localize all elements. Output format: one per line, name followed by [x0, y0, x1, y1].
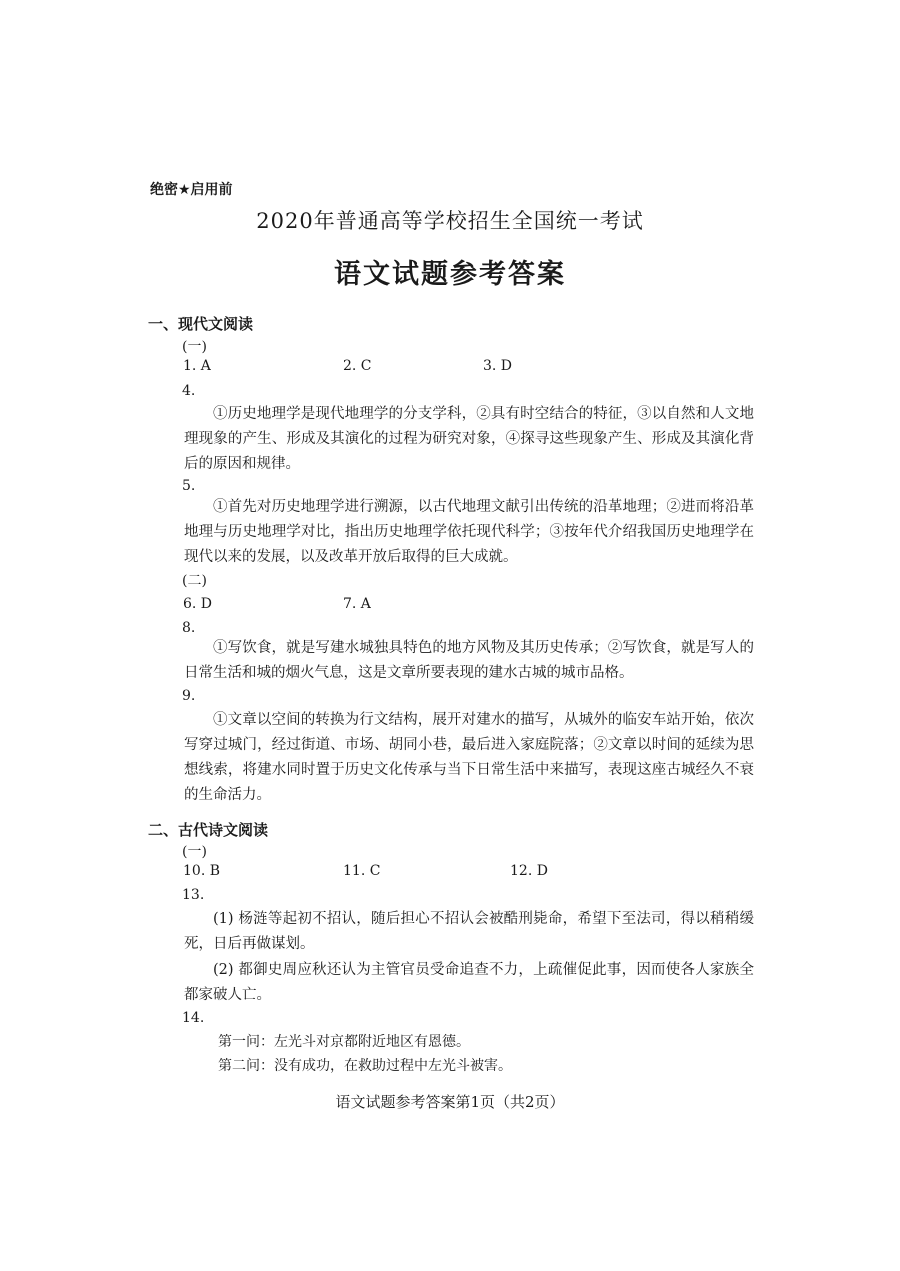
- answer-text: ①文章以空间的转换为行文结构，展开对建水的描写，从城外的临安车站开始，依次写穿过城门，经过街道、市场、胡同小巷，最后进入家庭院落；②文章以时间的延续为思想线索，将建水同时置于历史文化传承与当下日常生活中来描写，表现这座古城经久不衰的生命活力。: [184, 712, 754, 803]
- answer-item: 6. D: [183, 596, 213, 612]
- question-number: 8.: [182, 620, 196, 636]
- answer-item: 3. D: [483, 358, 513, 374]
- answer-paragraph: [184, 907, 754, 957]
- part-label: (一): [182, 339, 207, 355]
- question-number: 4.: [182, 383, 196, 399]
- question-number: 5.: [182, 478, 196, 494]
- part-label: (二): [182, 573, 207, 589]
- secret-mark: 绝密★启用前: [150, 182, 233, 198]
- answer-text: ①历史地理学是现代地理学的分支学科，②具有时空结合的特征，③以自然和人文地理现象的产生、形成及其演化的过程为研究对象，④探寻这些现象产生、形成及其演化背后的原因和规律。: [184, 406, 754, 472]
- answer-item: 7. A: [343, 596, 371, 612]
- answer-text: ①首先对历史地理学进行溯源，以古代地理文献引出传统的沿革地理；②进而将沿革地理与历史地理学对比，指出历史地理学依托现代科学；③按年代介绍我国历史地理学在现代以来的发展，以及改革开放后取得的巨大成就。: [184, 499, 754, 565]
- answer-item: 2. C: [343, 358, 372, 374]
- answer-paragraph: [184, 495, 754, 570]
- answer-text: (2) 都御史周应秋还认为主管官员受命追查不力，上疏催促此事，因而使各人家族全都家破人亡。: [184, 962, 754, 1003]
- part-label: (一): [182, 844, 207, 860]
- section-heading-classical-reading: 二、古代诗文阅读: [148, 821, 269, 839]
- section-heading-modern-reading: 一、现代文阅读: [148, 315, 254, 333]
- question-number: 14.: [182, 1010, 205, 1026]
- answer-item: 10. B: [183, 863, 221, 879]
- answer-paragraph: [184, 958, 754, 1008]
- answer-line: 第二问：没有成功，在救助过程中左光斗被害。: [218, 1058, 512, 1074]
- answer-text: (1) 杨涟等起初不招认，随后担心不招认会被酷刑毙命，希望下至法司，得以稍稍缓死，日后再做谋划。: [184, 911, 754, 952]
- answer-paragraph: [184, 708, 754, 808]
- answer-line: 第一问：左光斗对京都附近地区有恩德。: [218, 1034, 470, 1050]
- answer-item: 11. C: [343, 863, 381, 879]
- exam-title: 2020年普通高等学校招生全国统一考试: [256, 209, 644, 233]
- answer-text: ①写饮食，就是写建水城独具特色的地方风物及其历史传承；②写饮食，就是写人的日常生活和城的烟火气息，这是文章所要表现的建水古城的城市品格。: [184, 640, 754, 681]
- question-number: 9.: [182, 688, 196, 704]
- page-footer: 语文试题参考答案第1页（共2页）: [335, 1093, 565, 1111]
- answer-item: 12. D: [510, 863, 548, 879]
- document-subtitle: 语文试题参考答案: [334, 259, 566, 290]
- question-number: 13.: [182, 887, 205, 903]
- answer-paragraph: [184, 636, 754, 686]
- answer-paragraph: [184, 402, 754, 477]
- answer-item: 1. A: [183, 358, 211, 374]
